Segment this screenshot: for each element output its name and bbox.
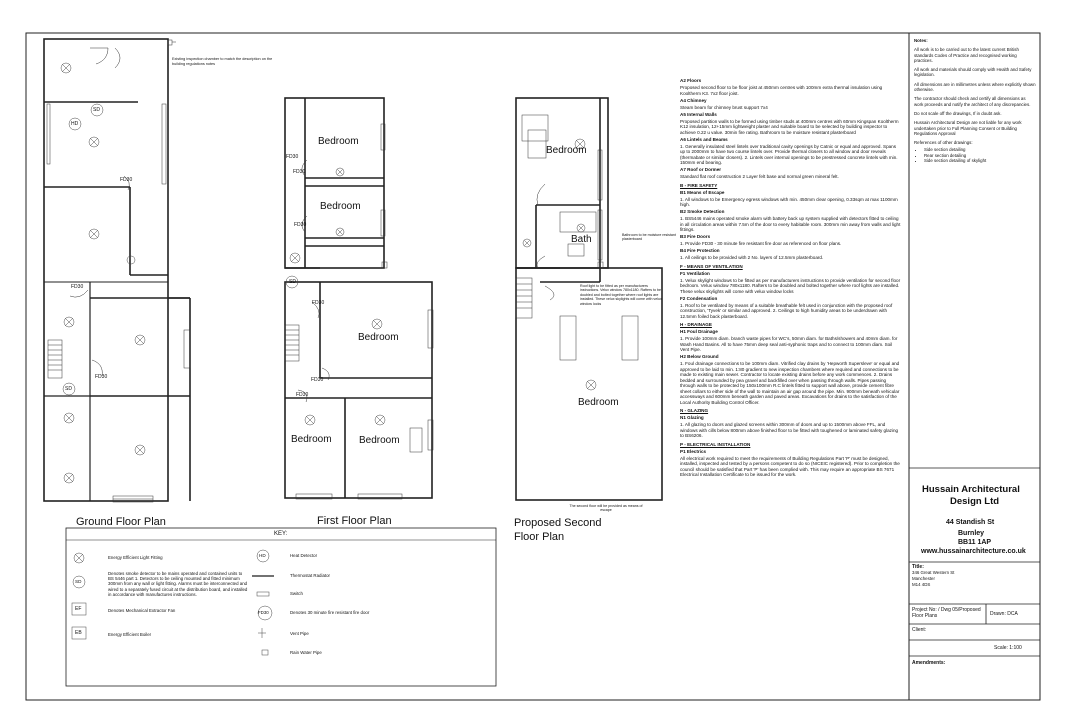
title-value-1: 346 Great Western St [912, 570, 955, 575]
note-heading: B3 Fire Doors [680, 234, 711, 239]
note-heading: B1 Means of Escape [680, 189, 725, 195]
note-paragraph: Proposed partition walls to be formed using timber studs at 400mm centres with 60mm Kingspan Kooltherm K12 insulation, 12+15mm lightweight plaster and suitable board to be selected by building inspector to achieve 0.22 u value. 30min fire rating. Bathroom to be moisture resistant plasterboard [680, 118, 899, 135]
note-heading: A5 Internal Walls [680, 111, 717, 117]
first-bedroom-4: Bedroom [291, 434, 332, 445]
general-note-4: The contractor should check and certify all dimensions as work proceeds and notify the architect of any discrepancies. [914, 96, 1031, 107]
note-heading: A4 Chimney [680, 97, 707, 103]
ground-floor-plan [44, 39, 190, 501]
reference-list [914, 147, 1036, 163]
first-fd30-tag-5: FD30 [311, 377, 324, 383]
key-symbol-hd: HD [259, 553, 266, 558]
note-heading: B2 Smoke Detection [680, 209, 725, 214]
company-postcode: BB11 1AP [958, 539, 992, 546]
second-bedroom-main: Bedroom [578, 397, 619, 408]
second-lights [523, 139, 596, 390]
note-heading: N1 Glazing [680, 415, 704, 420]
ground-floor-title: Ground Floor Plan [76, 516, 166, 528]
second-floor-title-1: Proposed Second [514, 517, 602, 529]
general-note-6: Hussain Architectural Design are not liable for any work undertaken prior to Full Planning Consent or Building Regulations Approval [914, 120, 1022, 136]
drawn-by: Drawn: DCA [990, 611, 1018, 617]
company-name-line2: Design Ltd [950, 496, 1000, 507]
first-floor-title: First Floor Plan [317, 515, 392, 527]
key-item-light: Energy Efficient Light Fitting [108, 555, 163, 560]
general-notes-title: Notes: [914, 38, 928, 43]
company-name-line1: Hussain Architectural [922, 484, 1020, 495]
key-item-boiler: Energy Efficient Boiler [108, 632, 152, 637]
note-heading: A2 Floors [680, 78, 702, 83]
amendments-label: Amendments: [912, 660, 946, 666]
ground-hd-tag: HD [71, 121, 79, 127]
key-symbol-ef: EF [75, 606, 82, 612]
note-heading: H - DRAINAGE [680, 322, 712, 327]
note-paragraph: 1. BS5446 mains operated smoke alarm with battery back up system supplied with detectors fitted to ceiling in all circulation areas within 7.5m of the door to every habitable room. 300mm min away from walls and light fittings. [680, 216, 901, 232]
note-paragraph: 1. All glazing to doors and glazed screens within 300mm of doors and up to 1500mm above FFL, and windows with cills below 800mm above finished floor to be fitted with toughened or laminated safety glazing to BS6206. [680, 422, 899, 438]
general-notes [914, 38, 1036, 163]
note-heading: F - MEANS OF VENTILATION [680, 263, 743, 269]
note-heading: H2 Below Ground [680, 354, 719, 359]
note-paragraph: 1. Velux skylight windows to be fitted as per manufacturers instructions to provide ventilation for second floor bedroom. Velux window 780x1180. Rafters to be doubled and bolted together where roof lights are installed. These velux skylights will come with velux window locks [680, 277, 901, 294]
building-regs-notes [680, 78, 902, 479]
note-paragraph: 1. Roof to be ventilated by means of a suitable breathable felt used in conjunction with the proposed roof construction, 'Tyvek' or similar and approved. 2. Ceilings to high humidity areas to be underdrawn with 12.5mm foiled back plasterboard. [680, 302, 893, 319]
client-label: Client: [912, 627, 927, 633]
note-heading: H1 Foul Drainage [680, 329, 718, 334]
note-paragraph: 1. Foul drainage connections to be 100mm diam. Vitrified clay drains by 'Hepworth Supersleve' or equal and approved to be laid to min. 1:80 gradient to new inspection chambers where required and connections to be made to existing main sewer. Contractor to locate existing drains before any work commences. 2. Drains bedded and surrounded by pea gravel and backfilled over when passing through walls. Pipes passing through walls to be protected by 150x100mm R.C lintels fitted to support wall above, provide cement fibre sheet collars to either side of the wall to maintain an air gap around the pipe. Min. 900mm beneath vehicular accessways and 600mm beneath garden and paved areas. Excavations for drains to the satisfaction of the Local Authority Building Control Officer. [680, 361, 900, 405]
title-value-3: M14 4DS [912, 582, 931, 587]
note-heading: P1 Electrics [680, 448, 707, 454]
bath-board-callout: Bathroom to be moisture resistant plasterboard [622, 233, 676, 242]
title-label: Title: [912, 564, 924, 570]
inspection-callout: Existing inspection chamber to match the description on the building regulations notes [172, 57, 273, 66]
key-item-rainpipe: Rain Water Pipe [290, 650, 322, 655]
note-heading: B4 Fire Protection [680, 248, 720, 253]
key-symbol-eb: EB [75, 630, 82, 636]
first-bedroom-2: Bedroom [320, 201, 361, 212]
ground-fd30-tag-3: FD30 [95, 374, 108, 380]
second-bedroom-top: Bedroom [546, 145, 587, 156]
note-heading: B - FIRE SAFETY [680, 182, 718, 188]
ground-sd-tag-2: SD [65, 386, 72, 392]
first-bedroom-3: Bedroom [358, 332, 399, 343]
first-fd30-tag-1: FD30 [286, 154, 299, 160]
key-symbols [72, 550, 274, 655]
note-heading: N - GLAZING [680, 408, 709, 413]
ground-fd30-tag-2: FD30 [71, 284, 84, 290]
note-paragraph: 1. Generally insulated steel lintels over traditional cavity openings by Catnic or equal and approved. Spans up to 2000mm to have two course lintels over. Provide thermal closers to all window and door reveals (thermabate or similar closers). 2. Lintels over internal openings to be prestressed concrete lintels with min. 150mm end bearing. [680, 143, 898, 165]
note-paragraph: Proposed second floor to be floor joist at 450mm centres with 100mm extra thermal insulation using Kooltherm K3. 7x2 floor joist. [680, 85, 883, 96]
general-note-5: Do not scale off the drawings, If in doubt ask. [914, 110, 1002, 116]
first-fd30-tag-2: FD30 [293, 169, 306, 175]
escape-callout: The second floor will be provided as means of escape [569, 504, 643, 513]
note-paragraph: 1. Provide 100mm diam. branch waste pipes for WC's, 50mm diam. for Baths/showers and 40mm diam. for Wash Hand Basins. All to have 75mm deep seal anti-syphonic traps and to connect to 100mm diam. Soil Vent Pipe. [680, 336, 898, 352]
note-heading: P - ELECTRICAL INSTALLATION [680, 441, 751, 447]
company-address-2: Burnley [958, 530, 985, 537]
note-paragraph: Steam beam for chimney brust support 7x4 [680, 104, 768, 110]
note-paragraph: 1. All windows to be Emergency egress windows with min. 450mm clear opening, 0.33sqm at max 1100mm high. [680, 196, 898, 207]
key-item-firedoor: Denotes 30 minute fire resistant fire door [290, 610, 370, 615]
second-bath: Bath [571, 234, 592, 245]
note-heading: A7 Roof or Dormer [680, 167, 722, 172]
note-paragraph: Standard flat roof construction 2 Layer felt base and normal green mineral felt. [680, 174, 839, 179]
company-address-1: 44 Standish St [946, 519, 995, 526]
velux-callout: Roof light to be fitted as per manufacturers instructions. Velux window 780x1180. Rafters to be doubled and bolted together where roof lights are installed. These velux skylights will come with velux window locks [580, 284, 662, 306]
note-paragraph: 1. All ceilings to be provided with 2 No. layers of 12.5mm plasterboard. [680, 255, 824, 260]
title-value-2: Manchester [912, 576, 935, 581]
first-fd30-tag-4: FD30 [312, 300, 325, 306]
key-symbol-sd: SD [75, 579, 82, 584]
first-fd30-tag-6: FD30 [296, 392, 309, 398]
key-item-radiator: Thermostat Radiator [290, 573, 331, 578]
first-sd-tag: SD [289, 279, 296, 285]
key-item-ventpipe: Vent Pipe [290, 631, 309, 636]
key-title: KEY: [274, 531, 288, 537]
note-paragraph: All electrical work required to meet the requirements of Building Regulations Part 'P' must be designed, installed, inspected and tested by a persons competent to do so (NICEIC registered). Prior to completion the council should be satisfied that Part 'P' has been complied with. This may require an appropriate BS 7671 Electrical Installation Certificate to be issued for the work. [680, 455, 900, 477]
reference-item: • Side section detailing [924, 147, 1036, 152]
reference-item: • Rear section detailing [924, 153, 1036, 158]
note-heading: A6 Lintels and Beams [680, 136, 728, 142]
general-note-3: All dimensions are in millimetres unless where explicitly shown otherwise. [914, 81, 1036, 93]
note-heading: F2 Condensation [680, 295, 718, 301]
second-floor-title-2: Floor Plan [514, 531, 565, 543]
first-bedroom-5: Bedroom [359, 435, 400, 446]
key-item-extractor: Denotes Mechanical Extractor Fan [108, 608, 176, 613]
first-bedroom-1: Bedroom [318, 136, 359, 147]
reference-item: • Side section detailing of skylight [924, 158, 1036, 163]
general-note-2: All work and materials should comply with Health and Safety legislation. [914, 67, 1032, 78]
key-item-smoke: Denotes smoke detector to be mains operated and contained units to BS 5446 part 1. Detectors to be ceiling mounted and fitted minimum 300mm from any wall or light fitting. Alarms must be interconnected and wired to a separately fused circuit at the distribution board, and installed in accordance with manufactures instructions. [108, 571, 248, 597]
company-website: www.hussainarchitecture.co.uk [921, 548, 1026, 555]
key-item-switch: Switch [290, 591, 303, 596]
key-box [66, 528, 496, 686]
general-note-7: References of other drawings: [914, 140, 973, 146]
ground-fd30-tag-1: FD30 [120, 177, 133, 183]
ground-sd-tag-1: SD [93, 107, 100, 113]
first-fd30-tag-3: FD30 [294, 222, 307, 228]
note-paragraph: 1. Provide FD30 - 30 minute fire resistant fire door as referenced on floor plans. [680, 241, 842, 246]
note-heading: F1 Ventilation [680, 270, 710, 276]
key-item-heat: Heat Detector [290, 553, 318, 558]
project-number: Project No: / Dwg 05/Proposed Floor Plans [912, 607, 981, 619]
key-symbol-fd30: FD30 [258, 610, 269, 615]
general-note-1: All work is to be carried out to the latest current British standards Codes of Practice and recognised working practices. [914, 47, 1019, 63]
scale-label: Scale: 1:100 [994, 645, 1022, 651]
